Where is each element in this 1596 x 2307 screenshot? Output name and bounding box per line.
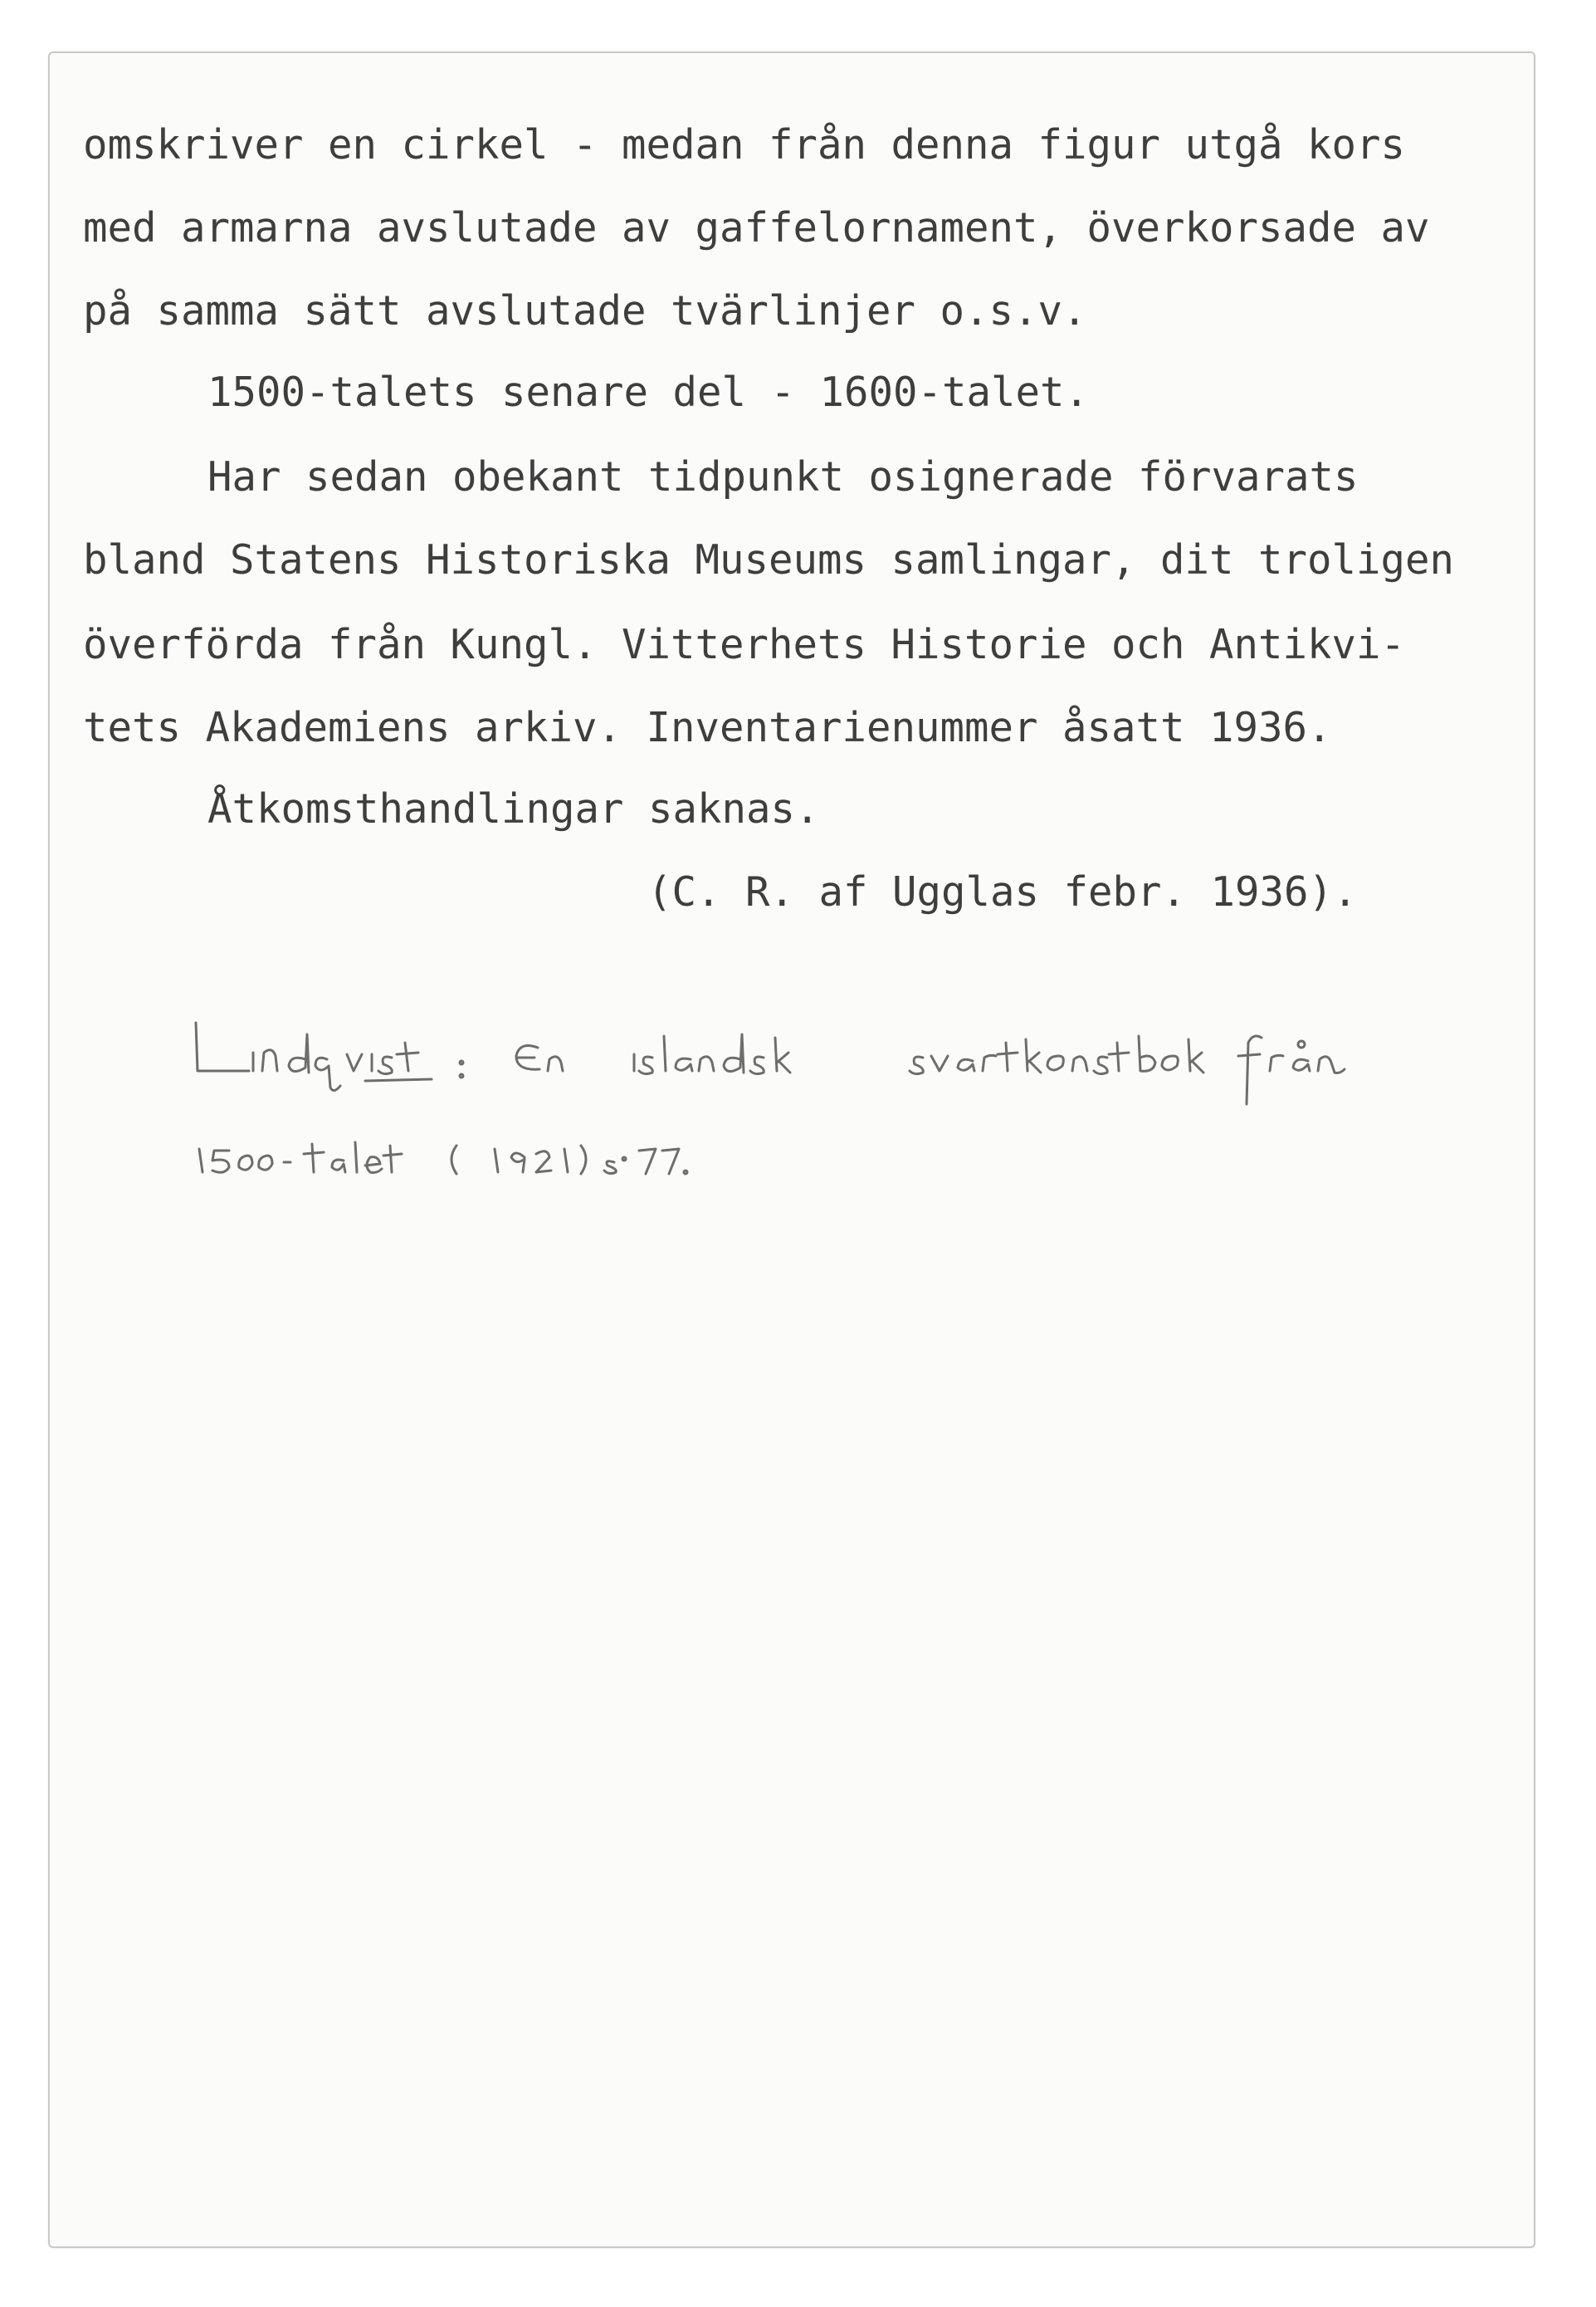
- typed-line-7: överförda från Kungl. Vitterhets Historie och Antikvi-: [83, 621, 1406, 668]
- typed-line-3: på samma sätt avslutade tvärlinjer o.s.v.: [83, 287, 1087, 335]
- typed-line-10: (C. R. af Ugglas febr. 1936).: [647, 868, 1358, 916]
- typed-line-1: omskriver en cirkel - medan från denna figur utgå kors: [83, 121, 1406, 169]
- typed-line-8: tets Akademiens arkiv. Inventarienummer åsatt 1936.: [83, 704, 1332, 751]
- typed-line-2: med armarna avslutade av gaffelornament, överkorsade av: [83, 204, 1430, 252]
- typed-line-4: 1500-talets senare del - 1600-talet.: [207, 369, 1090, 416]
- typed-line-5: Har sedan obekant tidpunkt osignerade förvarats: [207, 453, 1359, 501]
- typed-line-9: Åtkomsthandlingar saknas.: [207, 785, 820, 833]
- typed-line-6: bland Statens Historiska Museums samlingar, dit troligen: [83, 536, 1455, 584]
